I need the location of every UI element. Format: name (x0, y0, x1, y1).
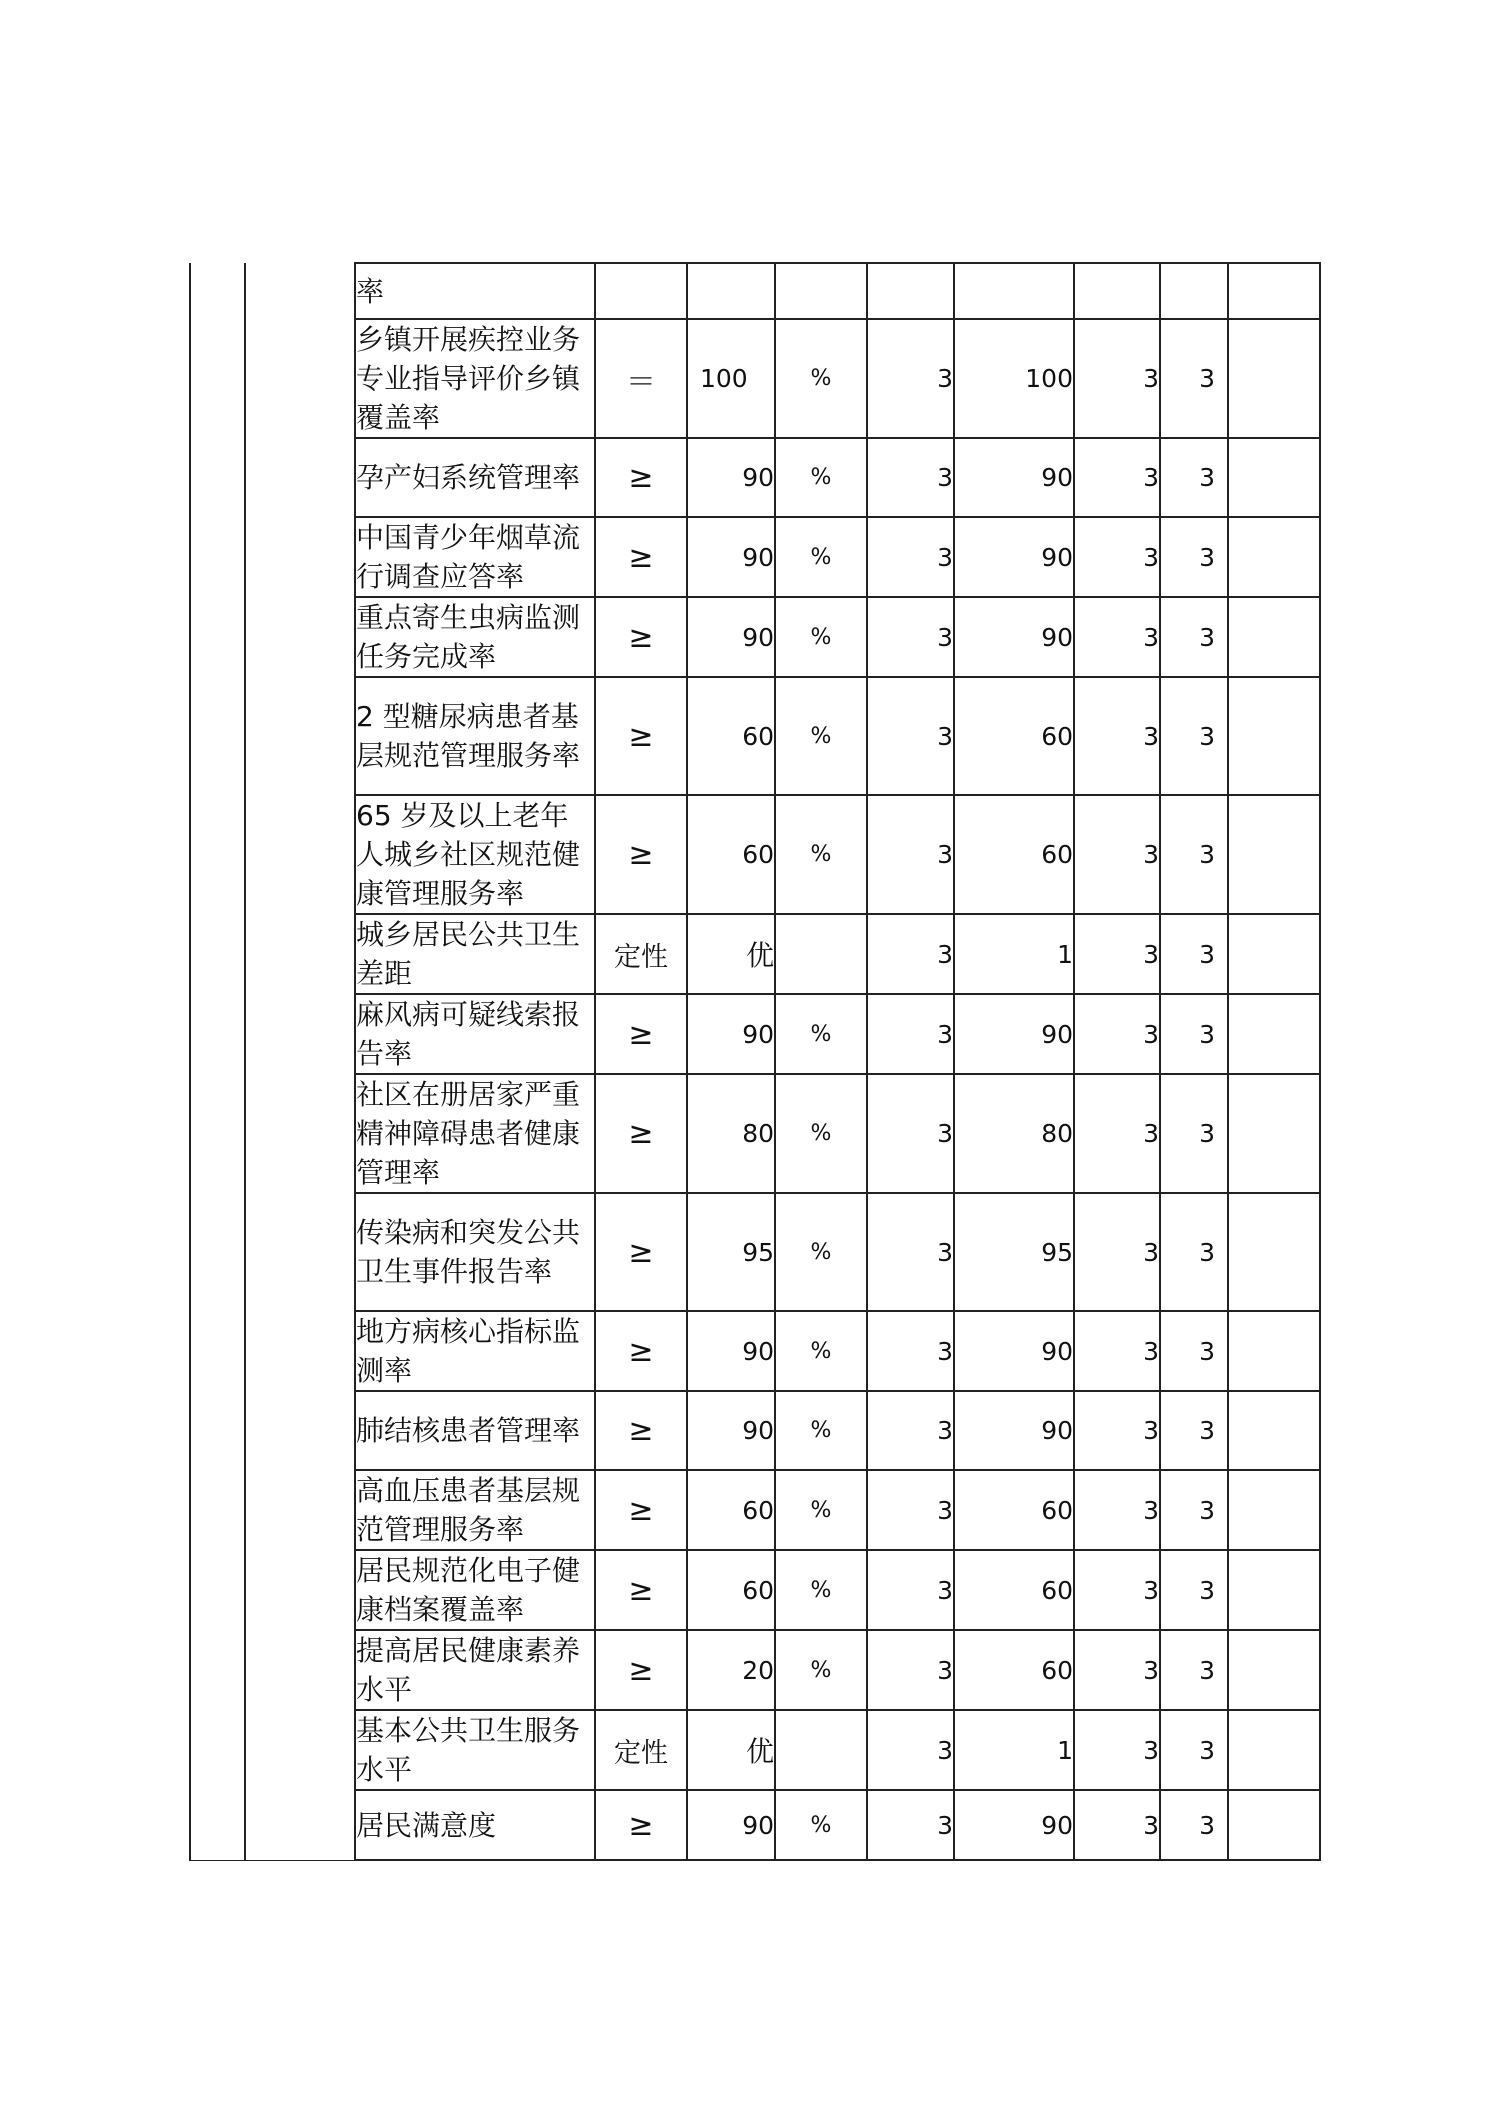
indicator-score: 3 (1074, 795, 1160, 914)
indicator-name: 地方病核心指标监测率 (355, 1311, 595, 1391)
indicator-unit: % (775, 597, 867, 677)
indicator-actual: 1 (954, 1710, 1074, 1790)
indicator-weight: 3 (867, 1470, 954, 1550)
indicator-unit: % (775, 1550, 867, 1630)
indicator-name: 65 岁及以上老年人城乡社区规范健康管理服务率 (355, 795, 595, 914)
indicator-unit: % (775, 1074, 867, 1193)
indicator-weight: 3 (867, 1790, 954, 1860)
indicator-name: 高血压患者基层规范管理服务率 (355, 1470, 595, 1550)
indicator-unit: % (775, 1470, 867, 1550)
indicator-target: 20 (687, 1630, 775, 1710)
indicator-unit: % (775, 795, 867, 914)
indicator-operator: ≥ (595, 1470, 687, 1550)
indicator-score: 3 (1074, 1311, 1160, 1391)
table-row (190, 1311, 1320, 1391)
performance-indicator-table (189, 262, 1321, 1861)
table-row (190, 438, 1320, 517)
indicator-operator: ≥ (595, 597, 687, 677)
remarks-cell (1228, 1311, 1320, 1391)
indicator-score-final: 3 (1160, 517, 1228, 597)
table-row (190, 1074, 1320, 1193)
remarks-cell (1228, 1550, 1320, 1630)
indicator-score-final: 3 (1160, 438, 1228, 517)
indicator-name: 麻风病可疑线索报告率 (355, 994, 595, 1074)
remarks-cell (1228, 319, 1320, 438)
indicator-score: 3 (1074, 1391, 1160, 1470)
indicator-target: 优 (687, 1710, 775, 1790)
indicator-unit: % (775, 517, 867, 597)
table-row (190, 1710, 1320, 1790)
indicator-score: 3 (1074, 319, 1160, 438)
indicator-score: 3 (1074, 994, 1160, 1074)
indicator-operator: ≥ (595, 1790, 687, 1860)
indicator-score-final: 3 (1160, 1790, 1228, 1860)
indicator-operator: ≥ (595, 795, 687, 914)
indicator-unit: % (775, 319, 867, 438)
indicator-weight: 3 (867, 1074, 954, 1193)
indicator-weight: 3 (867, 1391, 954, 1470)
table-body (190, 263, 1320, 1860)
level2-indicator-cell (245, 263, 355, 1860)
indicator-score: 3 (1074, 1193, 1160, 1311)
indicator-name: 中国青少年烟草流行调查应答率 (355, 517, 595, 597)
indicator-weight: 3 (867, 597, 954, 677)
indicator-operator: ≥ (595, 1550, 687, 1630)
indicator-unit: % (775, 1193, 867, 1311)
indicator-weight: 3 (867, 795, 954, 914)
table-row (190, 914, 1320, 994)
indicator-name: 基本公共卫生服务水平 (355, 1710, 595, 1790)
indicator-score-final: 3 (1160, 994, 1228, 1074)
indicator-name: 社区在册居家严重精神障碍患者健康管理率 (355, 1074, 595, 1193)
indicator-unit (775, 1710, 867, 1790)
indicator-score-final: 3 (1160, 1470, 1228, 1550)
indicator-operator: ≥ (595, 1311, 687, 1391)
indicator-score: 3 (1074, 677, 1160, 795)
indicator-score: 3 (1074, 1550, 1160, 1630)
indicator-actual: 80 (954, 1074, 1074, 1193)
indicator-unit: % (775, 1630, 867, 1710)
indicator-operator: ＝ (595, 319, 687, 438)
remarks-cell (1228, 795, 1320, 914)
indicator-target: 60 (687, 1550, 775, 1630)
indicator-target: 90 (687, 994, 775, 1074)
indicator-operator: ≥ (595, 677, 687, 795)
indicator-name: 孕产妇系统管理率 (355, 438, 595, 517)
indicator-score-final: 3 (1160, 1710, 1228, 1790)
indicator-actual: 100 (954, 319, 1074, 438)
remarks-cell (1228, 914, 1320, 994)
table-row (190, 597, 1320, 677)
indicator-operator: ≥ (595, 994, 687, 1074)
indicator-score: 3 (1074, 1710, 1160, 1790)
remarks-cell (1228, 597, 1320, 677)
indicator-actual: 1 (954, 914, 1074, 994)
indicator-score-final: 3 (1160, 1630, 1228, 1710)
indicator-weight: 3 (867, 438, 954, 517)
indicator-score (1074, 263, 1160, 319)
indicator-score: 3 (1074, 1470, 1160, 1550)
indicator-target: 优 (687, 914, 775, 994)
indicator-unit: % (775, 438, 867, 517)
table-row (190, 517, 1320, 597)
remarks-cell (1228, 438, 1320, 517)
remarks-cell (1228, 1391, 1320, 1470)
indicator-score-final: 3 (1160, 597, 1228, 677)
table-row (190, 795, 1320, 914)
remarks-cell (1228, 263, 1320, 319)
indicator-score-final: 3 (1160, 795, 1228, 914)
table-row (190, 263, 1320, 319)
indicator-actual: 60 (954, 1550, 1074, 1630)
indicator-operator: 定性 (595, 914, 687, 994)
indicator-target: 80 (687, 1074, 775, 1193)
indicator-operator: ≥ (595, 438, 687, 517)
indicator-target: 90 (687, 438, 775, 517)
table-row (190, 1630, 1320, 1710)
indicator-actual: 90 (954, 1311, 1074, 1391)
indicator-weight (867, 263, 954, 319)
indicator-score-final (1160, 263, 1228, 319)
indicator-weight: 3 (867, 319, 954, 438)
remarks-cell (1228, 994, 1320, 1074)
indicator-name: 肺结核患者管理率 (355, 1391, 595, 1470)
indicator-score: 3 (1074, 1790, 1160, 1860)
remarks-cell (1228, 1074, 1320, 1193)
indicator-actual: 90 (954, 1790, 1074, 1860)
indicator-actual: 90 (954, 438, 1074, 517)
indicator-actual: 90 (954, 994, 1074, 1074)
indicator-actual: 60 (954, 677, 1074, 795)
indicator-operator: ≥ (595, 1630, 687, 1710)
table-row (190, 1790, 1320, 1860)
indicator-target: 90 (687, 517, 775, 597)
indicator-score-final: 3 (1160, 1074, 1228, 1193)
indicator-actual: 90 (954, 1391, 1074, 1470)
indicator-weight: 3 (867, 1550, 954, 1630)
indicator-score: 3 (1074, 914, 1160, 994)
indicator-actual: 95 (954, 1193, 1074, 1311)
indicator-score-final: 3 (1160, 914, 1228, 994)
indicator-actual: 60 (954, 1630, 1074, 1710)
remarks-cell (1228, 1630, 1320, 1710)
remarks-cell (1228, 517, 1320, 597)
indicator-target: 60 (687, 677, 775, 795)
table-row (190, 319, 1320, 438)
indicator-score-final: 3 (1160, 677, 1228, 795)
indicator-unit: % (775, 994, 867, 1074)
indicator-weight: 3 (867, 677, 954, 795)
indicator-name: 2 型糖尿病患者基层规范管理服务率 (355, 677, 595, 795)
indicator-weight: 3 (867, 1630, 954, 1710)
indicator-score: 3 (1074, 438, 1160, 517)
level1-indicator-cell (190, 263, 245, 1860)
indicator-unit: % (775, 1790, 867, 1860)
table-row (190, 1470, 1320, 1550)
indicator-name: 传染病和突发公共卫生事件报告率 (355, 1193, 595, 1311)
indicator-operator: ≥ (595, 1391, 687, 1470)
remarks-cell (1228, 1470, 1320, 1550)
indicator-operator: ≥ (595, 517, 687, 597)
indicator-actual: 60 (954, 1470, 1074, 1550)
indicator-target: 90 (687, 597, 775, 677)
remarks-cell (1228, 677, 1320, 795)
indicator-name: 率 (355, 263, 595, 319)
indicator-score: 3 (1074, 597, 1160, 677)
indicator-target: 95 (687, 1193, 775, 1311)
indicator-name: 乡镇开展疾控业务专业指导评价乡镇覆盖率 (355, 319, 595, 438)
table-row (190, 1391, 1320, 1470)
indicator-unit: % (775, 1391, 867, 1470)
table-row (190, 994, 1320, 1074)
indicator-score: 3 (1074, 1630, 1160, 1710)
indicator-actual (954, 263, 1074, 319)
indicator-name: 提高居民健康素养水平 (355, 1630, 595, 1710)
remarks-cell (1228, 1193, 1320, 1311)
indicator-weight: 3 (867, 517, 954, 597)
remarks-cell (1228, 1790, 1320, 1860)
indicator-weight: 3 (867, 1193, 954, 1311)
remarks-cell (1228, 1710, 1320, 1790)
indicator-name: 居民满意度 (355, 1790, 595, 1860)
indicator-unit: % (775, 677, 867, 795)
table-row (190, 1193, 1320, 1311)
indicator-operator: ≥ (595, 1074, 687, 1193)
indicator-target (687, 263, 775, 319)
indicator-score-final: 3 (1160, 1311, 1228, 1391)
indicator-name: 重点寄生虫病监测任务完成率 (355, 597, 595, 677)
indicator-score-final: 3 (1160, 1550, 1228, 1630)
indicator-unit (775, 914, 867, 994)
indicator-target: 90 (687, 1391, 775, 1470)
indicator-operator: 定性 (595, 1710, 687, 1790)
indicator-score: 3 (1074, 1074, 1160, 1193)
table-row (190, 677, 1320, 795)
indicator-target: 100 (687, 319, 775, 438)
indicator-weight: 3 (867, 1710, 954, 1790)
indicator-score-final: 3 (1160, 319, 1228, 438)
indicator-target: 60 (687, 795, 775, 914)
indicator-target: 90 (687, 1790, 775, 1860)
indicator-operator (595, 263, 687, 319)
indicator-score-final: 3 (1160, 1391, 1228, 1470)
indicator-unit (775, 263, 867, 319)
indicator-unit: % (775, 1311, 867, 1391)
table-row (190, 1550, 1320, 1630)
indicator-operator: ≥ (595, 1193, 687, 1311)
indicator-target: 60 (687, 1470, 775, 1550)
indicator-score-final: 3 (1160, 1193, 1228, 1311)
indicator-actual: 90 (954, 597, 1074, 677)
indicator-target: 90 (687, 1311, 775, 1391)
indicator-name: 居民规范化电子健康档案覆盖率 (355, 1550, 595, 1630)
indicator-name: 城乡居民公共卫生差距 (355, 914, 595, 994)
indicator-score: 3 (1074, 517, 1160, 597)
indicator-actual: 90 (954, 517, 1074, 597)
indicator-actual: 60 (954, 795, 1074, 914)
indicator-weight: 3 (867, 994, 954, 1074)
indicator-weight: 3 (867, 914, 954, 994)
indicator-weight: 3 (867, 1311, 954, 1391)
